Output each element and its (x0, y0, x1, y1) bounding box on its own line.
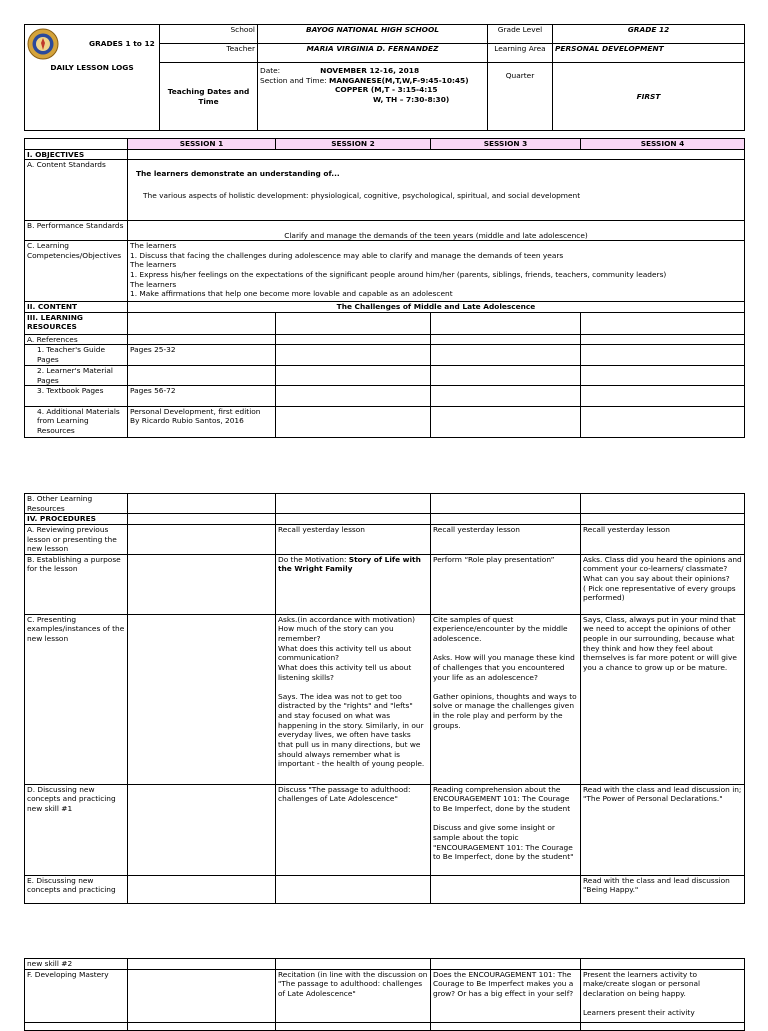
session-header-4: SESSION 4 (581, 139, 745, 150)
section-label: Section and Time: (260, 75, 327, 85)
learning-area-value: PERSONAL DEVELOPMENT (553, 44, 745, 63)
grades-label: GRADES 1 to 12 (89, 38, 155, 48)
procedures-table (24, 493, 745, 904)
textbook-label: 3. Textbook Pages (25, 386, 128, 406)
mastery-table (24, 958, 745, 1031)
procedure-f-s2: Recitation (in line with the discussion on "The passage to adulthood: challenges of Late Adolescence" (276, 969, 431, 1022)
procedure-b-label: B. Establishing a purpose for the lesson (25, 554, 128, 614)
procedure-c-s3: Cite samples of quest experience/encounter by the middle adolescence. Asks. How will you manage these kind of challenges that you encountered your life as an adolescence? Gather opinions, thoughts and ways to solve or manage the challenges given in the role play and perform by the groups. (431, 614, 581, 784)
procedures-title: IV. PROCEDURES (25, 514, 128, 525)
competency-line: 1. Express his/her feelings on the expectations of the significant people around him/her (parents, siblings, friends, teachers, community leaders) (130, 270, 667, 280)
date-label: Date: (260, 66, 281, 75)
procedure-e-label-cont: new skill #2 (25, 959, 128, 970)
procedure-a-s3: Recall yesterday lesson (431, 524, 581, 554)
procedure-a-s1 (128, 524, 276, 554)
school-seal-icon (27, 28, 59, 60)
content-standards-lead: The learners demonstrate an understanding of... (136, 169, 340, 179)
competencies-cell (128, 241, 745, 302)
grade-level-value: GRADE 12 (553, 25, 745, 44)
section-line-2: COPPER (M,T - 3:15-4:15 (335, 85, 438, 95)
content-standards-cell (128, 160, 745, 221)
procedure-c-label: C. Presenting examples/instances of the new lesson (25, 614, 128, 784)
additional-line-1: Personal Development, first edition (130, 406, 261, 416)
performance-label: B. Performance Standards (25, 221, 128, 241)
content-title: II. CONTENT (25, 301, 128, 312)
teachers-guide-label: 1. Teacher's Guide Pages (25, 345, 128, 365)
teachers-guide-value: Pages 25-32 (128, 345, 276, 365)
session-header-2: SESSION 2 (276, 139, 431, 150)
section-line-3: W, TH – 7:30-8:30) (373, 94, 450, 104)
procedure-c-s4: Says, Class, always put in your mind that we need to accept the opinions of other people in our surrounding, because what they think and how they feel about themselves is far more potent or will give you a chance to grow up or be mature. (581, 614, 745, 784)
content-text: The Challenges of Middle and Late Adolescence (128, 301, 745, 312)
procedure-a-label: A. Reviewing previous lesson or presenting the new lesson (25, 524, 128, 554)
procedure-e-s4: Read with the class and lead discussion "Being Happy." (581, 875, 745, 903)
header-table (24, 24, 745, 131)
resources-title: III. LEARNING RESOURCES (25, 312, 128, 334)
procedure-e-label: E. Discussing new concepts and practicing (25, 875, 128, 903)
competency-line: The learners (130, 241, 177, 251)
date-value: NOVEMBER 12-16, 2018 (320, 66, 420, 75)
procedure-b-s3: Perform “Role play presentation” (431, 554, 581, 614)
content-standards-text: The various aspects of holistic development: physiological, cognitive, psychological, spiritual, and social development (143, 191, 581, 201)
learning-area-label: Learning Area (488, 44, 553, 63)
teacher-value: MARIA VIRGINIA D. FERNANDEZ (258, 44, 488, 63)
learners-material-label: 2. Learner's Material Pages (25, 365, 128, 385)
other-resources-label: B. Other Learning Resources (25, 494, 128, 514)
grade-level-label: Grade Level (488, 25, 553, 44)
procedure-a-s4: Recall yesterday lesson (581, 524, 745, 554)
procedure-d-s4: Read with the class and lead discussion in; "The Power of Personal Declarations." (581, 784, 745, 875)
dates-label: Teaching Dates and Time (160, 63, 258, 131)
procedure-b-s4: Asks. Class did you heard the opinions and comment your co-learners/ classmate? What can you say about their opinions? ( Pick one representative of every groups performed) (581, 554, 745, 614)
session-header-3: SESSION 3 (431, 139, 581, 150)
procedure-f-s4: Present the learners activity to make/create slogan or personal declaration on being happy. Learners present their activity (581, 969, 745, 1022)
date-section-cell (258, 63, 488, 131)
competency-line: 1. Make affirmations that help one become more lovable and capable as an adolescent (130, 289, 453, 299)
content-standards-label: A. Content Standards (25, 160, 128, 221)
quarter-value: FIRST (553, 63, 745, 131)
competencies-label: C. Learning Competencies/Objectives (25, 241, 128, 302)
logo-cell (25, 25, 160, 63)
competency-line: 1. Discuss that facing the challenges during adolescence may able to clarify and manage the demands of teen years (130, 250, 564, 260)
objectives-title: I. OBJECTIVES (25, 149, 128, 160)
quarter-label: Quarter (488, 63, 553, 131)
competency-line: The learners (130, 279, 177, 289)
learners-material-value (128, 365, 276, 385)
additional-materials-cell (128, 406, 276, 437)
school-value: BAYOG NATIONAL HIGH SCHOOL (258, 25, 488, 44)
procedure-c-s2: Asks.(in accordance with motivation) How much of the story can you remember? What does this activity tell us about communication? What does this activity tell us about listening skills? Says. The idea was not to get too distracted by the "rights" and "lefts" and stay focused on what was happening in the story. Similarly, in our everyday lives, we often have tasks that pull us in many directions, but we should always remember what is important - the health of young people. (276, 614, 431, 784)
logs-label: DAILY LESSON LOGS (25, 63, 160, 131)
session-header-1: SESSION 1 (128, 139, 276, 150)
procedure-d-s2: Discuss "The passage to adulthood: challenges of Late Adolescence" (276, 784, 431, 875)
performance-text: Clarify and manage the demands of the teen years (middle and late adolescence) (128, 221, 745, 241)
objectives-table (24, 138, 745, 438)
procedure-d-label: D. Discussing new concepts and practicing new skill #1 (25, 784, 128, 875)
textbook-value: Pages 56-72 (128, 386, 276, 406)
references-label: A. References (25, 334, 128, 345)
section-line-1: MANGANESE(M,T,W,F-9:45-10:45) (329, 75, 469, 85)
procedure-f-label: F. Developing Mastery (25, 969, 128, 1022)
procedure-b-s2: Do the Motivation: Story of Life with the Wright Family (276, 554, 431, 614)
school-label: School (160, 25, 258, 44)
procedure-d-s3: Reading comprehension about the ENCOURAGEMENT 101: The Courage to Be Imperfect, done by the student Discuss and give some insight or sample about the topic "ENCOURAGEMENT 101: The Courage to Be Imperfect, done by the student" (431, 784, 581, 875)
teacher-label: Teacher (160, 44, 258, 63)
procedure-f-s3: Does the ENCOURAGEMENT 101: The Courage to Be Imperfect makes you a grow? Or has a big effect in your self? (431, 969, 581, 1022)
additional-line-2: By Ricardo Rubio Santos, 2016 (130, 416, 244, 426)
additional-materials-label: 4. Additional Materials from Learning Resources (25, 406, 128, 437)
competency-line: The learners (130, 260, 177, 270)
procedure-a-s2: Recall yesterday lesson (276, 524, 431, 554)
